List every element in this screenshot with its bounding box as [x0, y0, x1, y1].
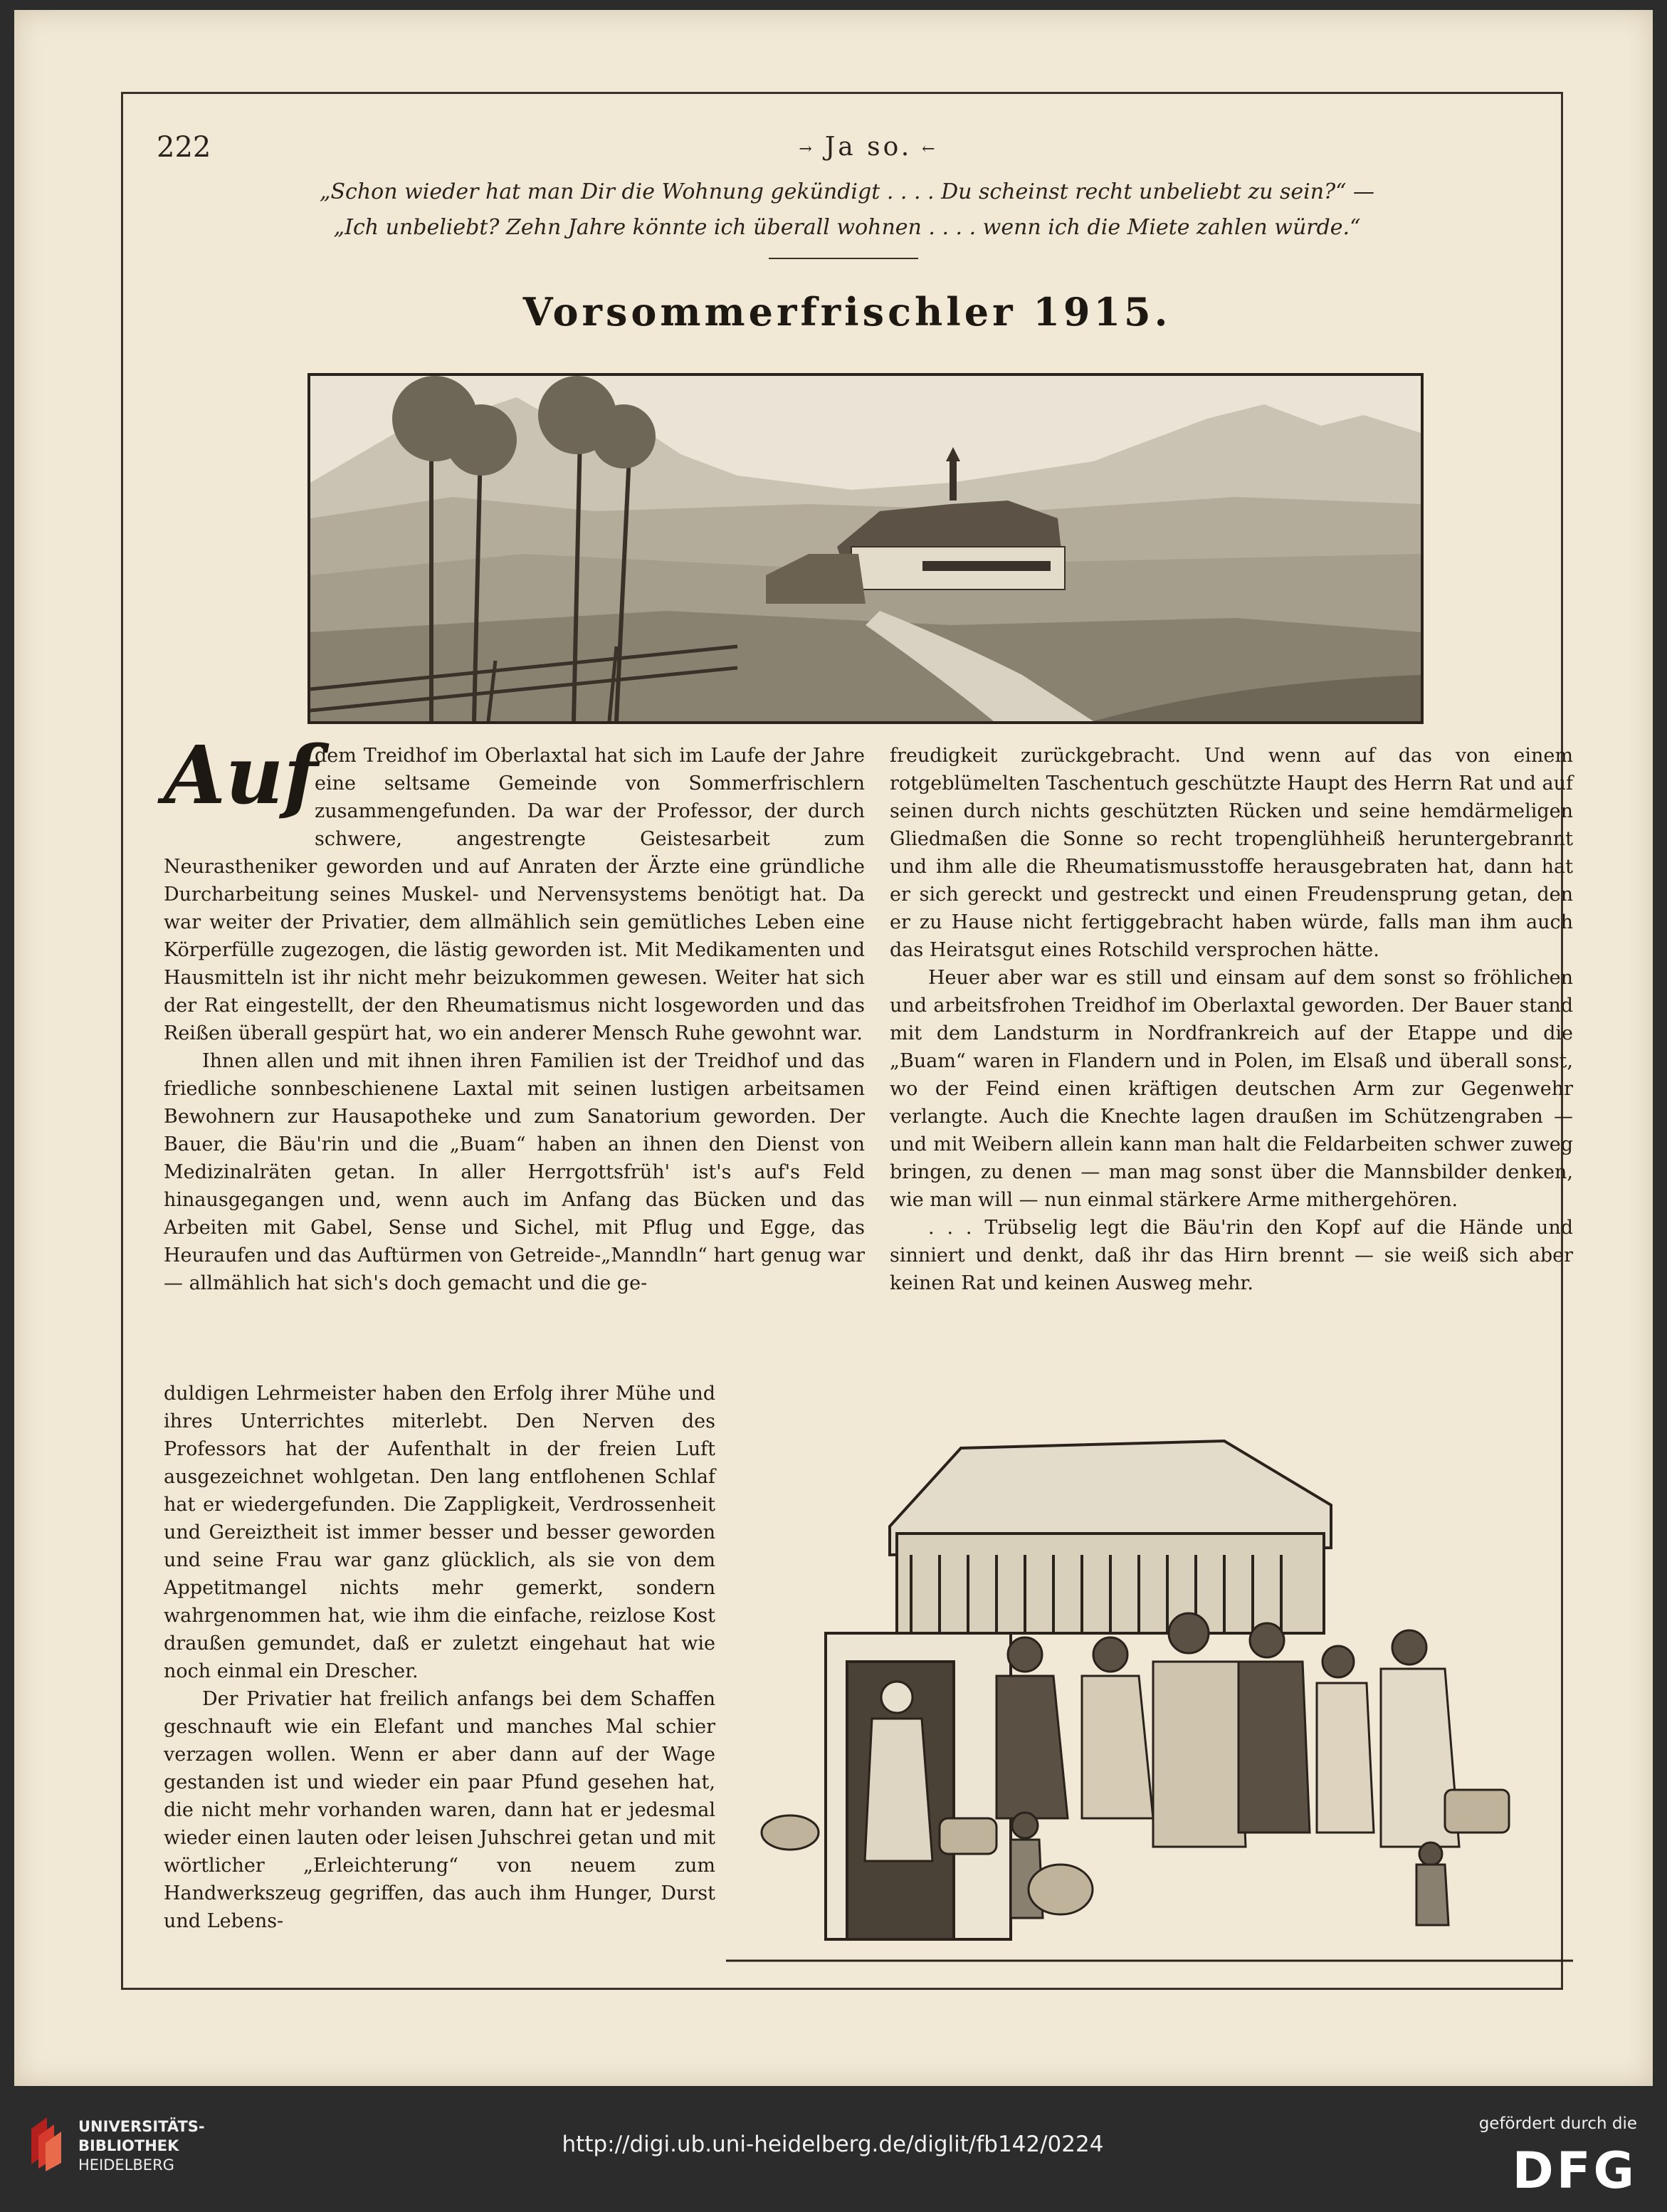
running-head-title: Ja so. [824, 132, 913, 162]
article-paragraph: Der Privatier hat freilich anfangs bei dem Schaffen geschnauft wie ein Elefant und manches Mal schier verzagen wollen. Wenn er aber dann auf der Wage gestanden ist und wieder ein paar Pfund gesehen hat, die nicht mehr vorhanden waren, dann hat er jedesmal wieder einen lauten oder leisen Juhschrei getan und mit wörtlicher „Erleichterung“ von neuem zum Handwerkszeug gegriffen, das auch ihm Hunger, Durst und Lebens- [164, 1688, 715, 1932]
running-head [726, 132, 1011, 162]
article-paragraph: Heuer aber war es still und einsam auf dem sonst so fröhlichen und arbeitsfrohen Treidhof im Oberlaxtal geworden. Der Bauer stand mit dem Landsturm in Nordfrankreich auf der Etappe und die „Buam“ waren in Flandern und in Polen, im Elsaß und überall sonst, wo der Feind einen kräftigen deutschen Arm zur Gegenwehr verlangte. Auch die Knechte lagen draußen im Schützengraben — und mit Weibern allein kann man halt die Feldarbeiten schwer zuweg bringen, zu denen — man mag sonst über die Mannsbilder denken, wie man will — nun einmal stärkere Arme mithergehören. [890, 967, 1573, 1211]
joke-line-1: „Schon wieder hat man Dir die Wohnung gekündigt . . . . Du scheinst recht unbeliebt zu sein?“ — [319, 179, 1375, 204]
landscape-illustration [307, 373, 1424, 724]
joke-line-2: „Ich unbeliebt? Zehn Jahre könnte ich überall wohnen . . . . wenn ich die Miete zahlen würde.“ [333, 215, 1361, 240]
dfg-logo: DFG [1512, 2142, 1637, 2200]
article-paragraph: freudigkeit zurückgebracht. Und wenn auf das von einem rotgeblümelten Taschentuch geschützte Haupt des Herrn Rat und auf seinen durch nichts geschützten Rücken und seine hemdärmeligen Gliedmaßen die Sonne so recht tropenglühheiß heruntergebrannt und ihm alle die Rheumatismusstoffe herausgebraten hat, dann hat er sich gereckt und gestreckt und einen Freudensprung getan, den er zu Hause nicht fertiggebracht haben würde, falls man ihm auch das Heiratsgut eines Rotschild versprochen hätte. [890, 745, 1573, 961]
section-divider [769, 258, 918, 259]
university-library-logo-icon [24, 2114, 70, 2171]
permalink-url[interactable]: http://digi.ub.uni-heidelberg.de/diglit/fb142/0224 [562, 2132, 1104, 2157]
article-column-1-bottom [164, 1380, 715, 1964]
ornament-right-icon: ← [922, 140, 938, 158]
viewer-footer [0, 2086, 1667, 2212]
article-paragraph: . . . Trübselig legt die Bäu'rin den Kopf auf die Hände und sinniert und denkt, daß ihr das Hirn brennt — sie weiß sich aber keinen Rat und keinen Ausweg mehr. [890, 1217, 1573, 1294]
library-name: UNIVERSITÄTS- BIBLIOTHEK HEIDELBERG [78, 2118, 205, 2174]
article-dropcap: Auf [164, 729, 318, 822]
scanned-page [14, 10, 1653, 2086]
article-paragraph: dem Treidhof im Oberlaxtal hat sich im Laufe der Jahre eine seltsame Gemeinde von Sommerfrischlern zusammengefunden. Da war der Professor, der durch schwere, angestrengte Geistesarbeit zum Neurastheniker geworden und auf Anraten der Ärzte eine gründliche Durcharbeitung seines Muskel- und Nervensystems benötigt hat. Da war weiter der Privatier, dem allmählich sein gemütliches Leben eine Körperfülle zugezogen, die lästig geworden ist. Mit Medikamenten und Hausmitteln ist ihr nicht mehr beizukommen gewesen. Weiter hat sich der Rat eingestellt, der den Rheumatismus nicht losgeworden und das Reißen überall gespürt hat, wo ein anderer Mensch Ruhe gewohnt war. [164, 745, 865, 1044]
article-paragraph: Ihnen allen und mit ihnen ihren Familien ist der Treidhof und das friedliche sonnbeschienene Laxtal mit seinen lustigen arbeitsamen Bewohnern zur Hausapotheke und zum Sanatorium geworden. Der Bauer, die Bäu'rin und die „Buam“ haben an ihnen den Dienst von Medizinalräten getan. In aller Herrgottsfrüh' ist's auf's Feld hinausgegangen und, wenn auch im Anfang das Bücken und das Arbeiten mit Gabel, Sense und Sichel, mit Pflug und Egge, das Heuraufen und das Auftürmen von Getreide-„Manndln“ hart genug war — allmählich hat sich's doch gemacht und die ge- [164, 1050, 865, 1294]
farmhouse-guests-illustration [726, 1420, 1573, 1982]
article-column-2 [890, 742, 1573, 1368]
ornament-left-icon: → [799, 140, 815, 158]
funded-by-label: gefördert durch die [1478, 2114, 1637, 2133]
article-paragraph: duldigen Lehrmeister haben den Erfolg ihrer Mühe und ihres Unterrichtes miterlebt. Den Nerven des Professors hat der Aufenthalt in der freien Luft ausgezeichnet wohlgetan. Den lang entflohenen Schlaf hat er wiedergefunden. Die Zappligkeit, Verdrossenheit und Gereiztheit ist immer besser und besser geworden und seine Frau war ganz glücklich, als sie von dem Appetitmangel nichts mehr gemerkt, sondern wahrgenommen hat, wie ihm die einfache, reizlose Kost draußen gemundet, daß er zuletzt eingehaut hat wie noch einmal ein Drescher. [164, 1383, 715, 1682]
article-title: Vorsommerfrischler 1915. [522, 289, 1172, 335]
article-column-1-top [164, 729, 865, 1383]
page-number: 222 [157, 131, 211, 164]
